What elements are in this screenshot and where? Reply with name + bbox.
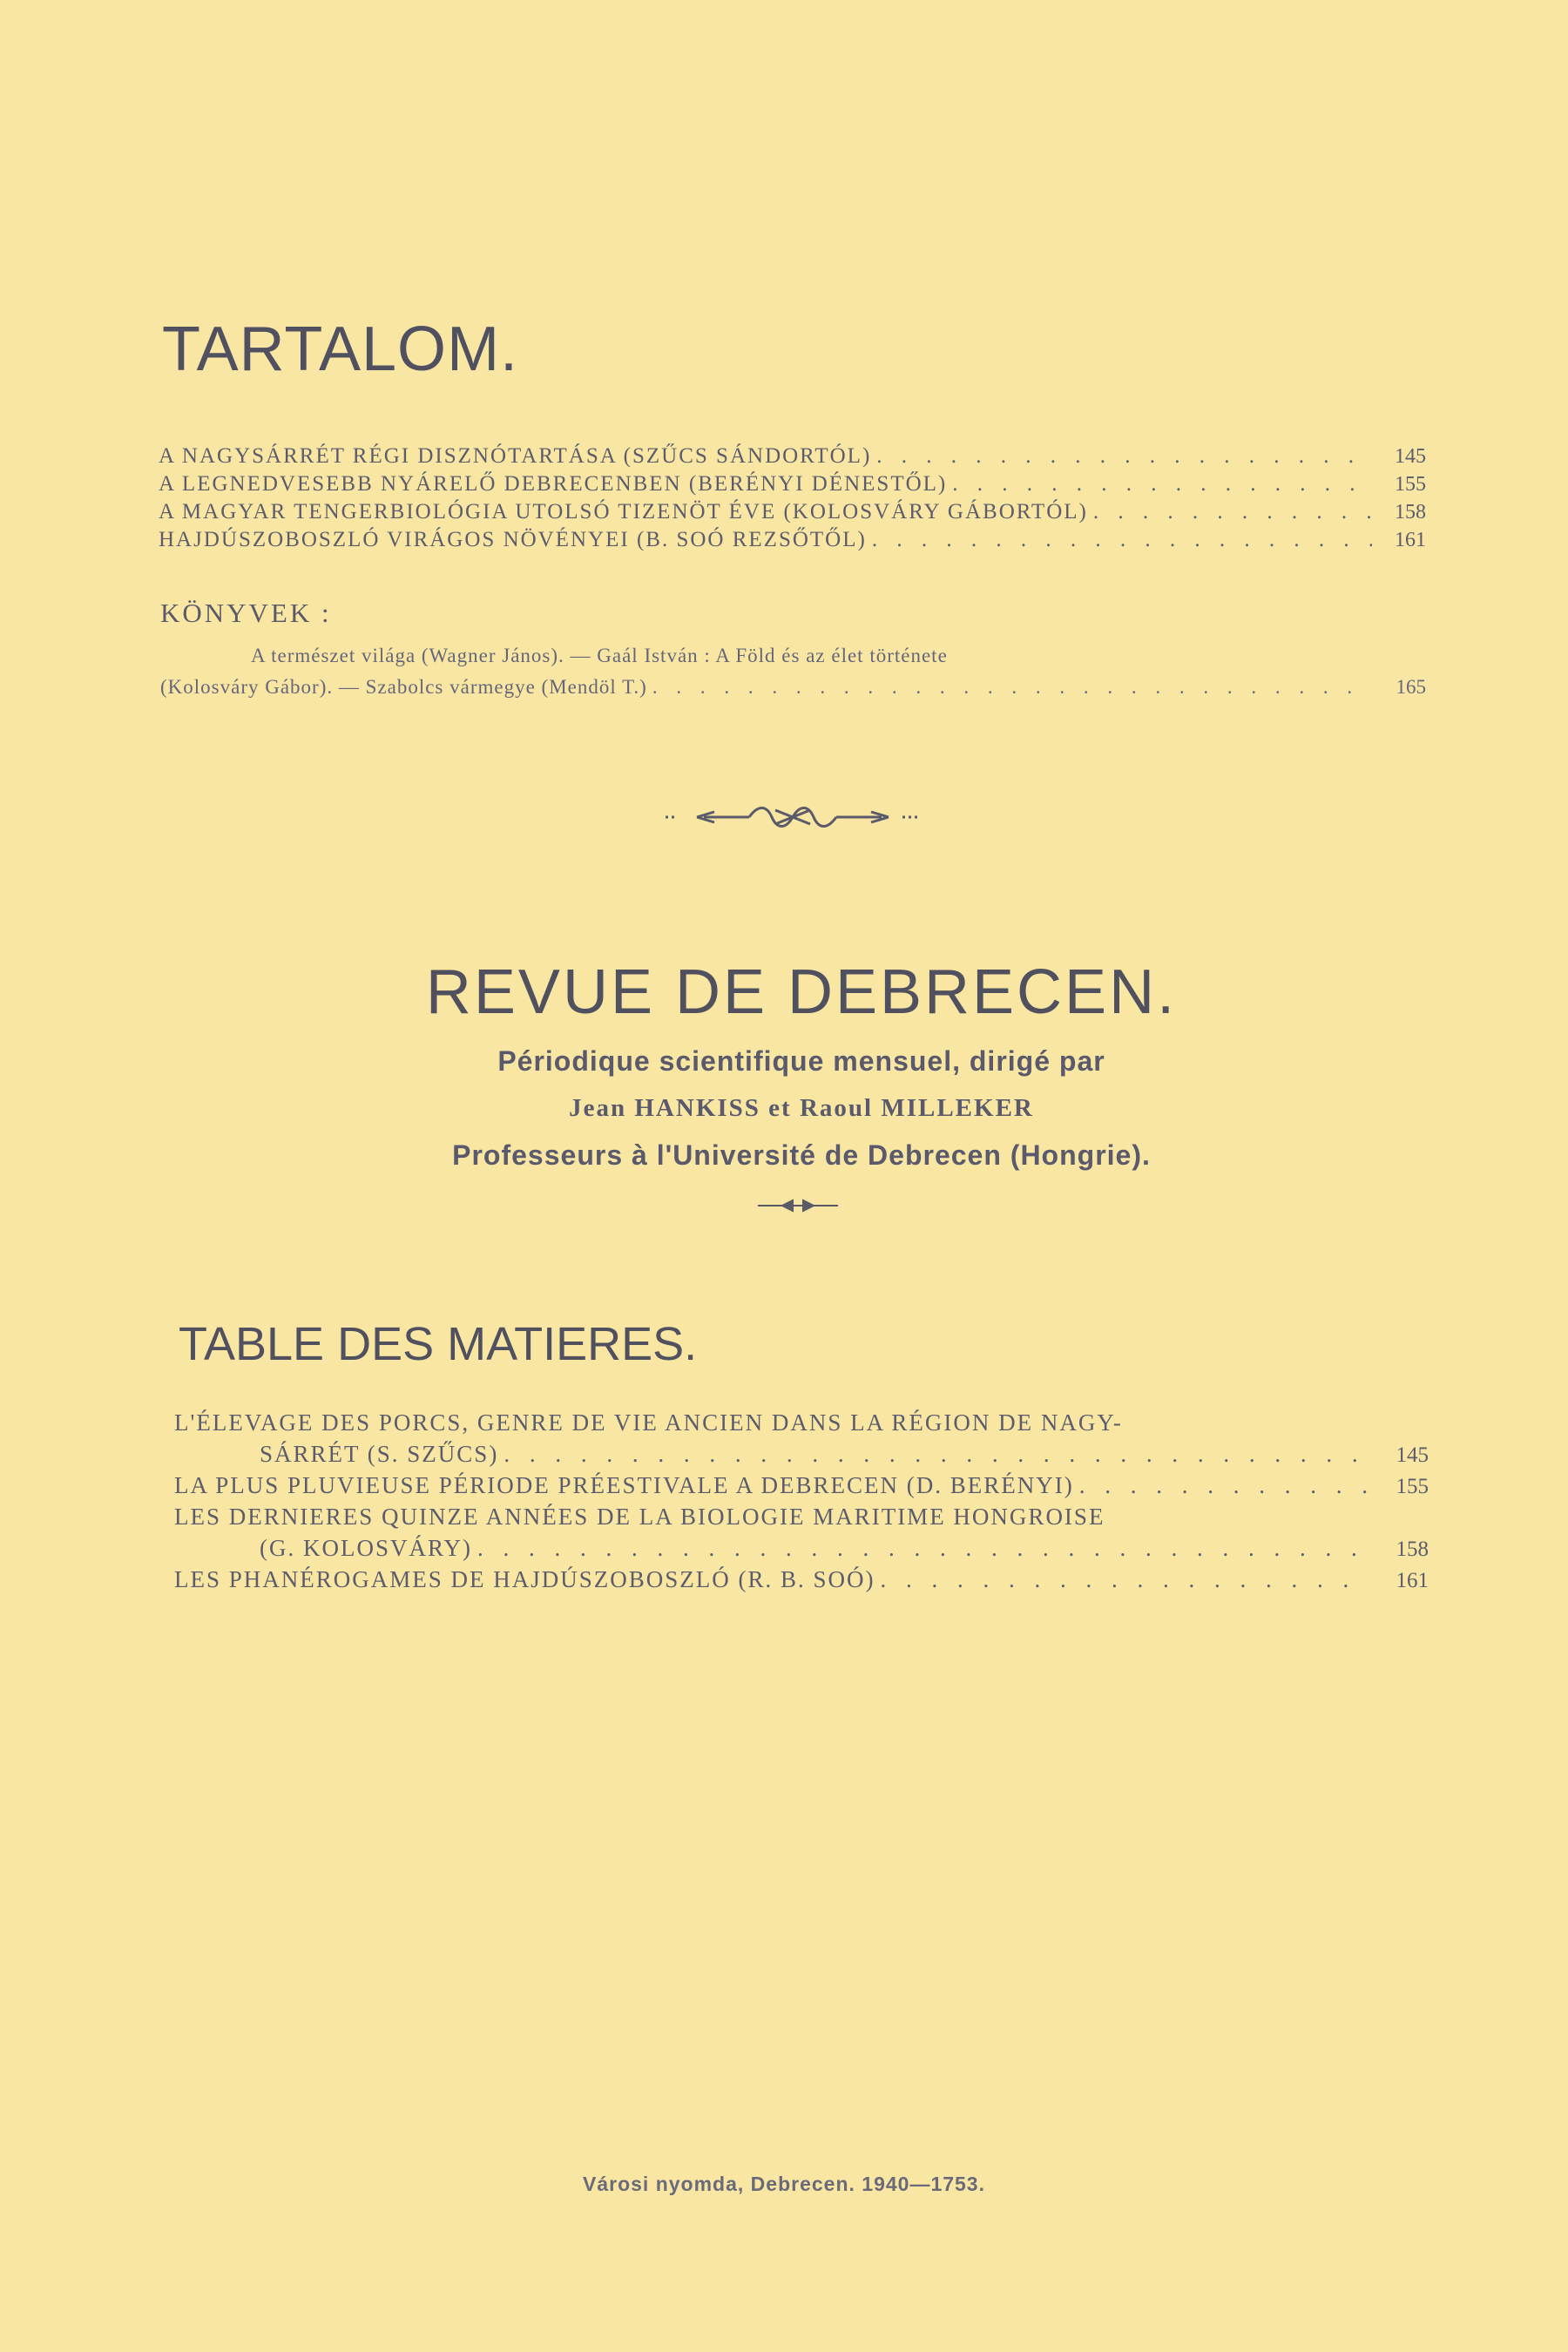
tdm-entry-title: SÁRRÉT (S. SZŰCS) [260,1441,499,1467]
dot-leader [872,528,1372,552]
tdm-entry-page: 161 [1396,1569,1429,1592]
tdm-title: TABLE DES MATIERES. [179,1318,698,1370]
tdm-entry-title: LES DERNIERES QUINZE ANNÉES DE LA BIOLOGIE MARITIME HONGROISE [174,1504,1105,1530]
books-entry-line2-text: (Kolosváry Gábor). — Szabolcs vármegye (Mendöl T.) [160,676,647,698]
toc-entry-title: A NAGYSÁRRÉT RÉGI DISZNÓTARTÁSA (SZŰCS SÁNDORTÓL) [159,444,872,468]
tdm-entry-page: 155 [1396,1475,1429,1498]
toc-entry [159,500,1426,528]
tdm-list [174,1409,1429,1598]
toc-entry-page: 161 [1395,529,1426,551]
toc-entry [159,444,1426,472]
tdm-entry-line [174,1472,1429,1504]
small-ornament-icon [756,1199,840,1213]
revue-affiliation: Professeurs à l'Université de Debrecen (Hongrie). [452,1139,1151,1171]
printer-imprint: Városi nyomda, Debrecen. 1940—1753. [583,2173,985,2195]
dot-leader [876,444,1372,469]
tdm-entry-title: LES PHANÉROGAMES DE HAJDÚSZOBOSZLÓ (R. B. SOÓ) [174,1566,875,1592]
tdm-entry-title: LA PLUS PLUVIEUSE PÉRIODE PRÉESTIVALE A DEBRECEN (D. BERÉNYI) [174,1472,1074,1498]
tdm-entry-title: L'ÉLEVAGE DES PORCS, GENRE DE VIE ANCIEN DANS LA RÉGION DE NAGY- [174,1409,1123,1436]
dot-leader [652,676,1372,699]
books-entry-line1: A természet világa (Wagner János). — Gaál István : A Föld és az élet története [251,645,948,666]
tdm-entry-line [174,1409,1429,1441]
dot-leader [952,472,1372,497]
ornament-divider-icon [662,800,923,835]
revue-editors: Jean HANKISS et Raoul MILLEKER [569,1094,1034,1122]
dot-leader [504,1441,1368,1468]
books-heading: KÖNYVEK : [160,598,332,628]
toc-entry-title: A MAGYAR TENGERBIOLÓGIA UTOLSÓ TIZENÖT ÉVE (KOLOSVÁRY GÁBORTÓL) [159,500,1088,524]
books-entry-page: 165 [1396,676,1426,698]
tdm-entry-line [174,1441,1429,1472]
tdm-entry-line [174,1535,1429,1566]
toc-entry-title: HAJDÚSZOBOSZLÓ VIRÁGOS NÖVÉNYEI (B. SOÓ REZSŐTŐL) [159,528,867,551]
revue-title: REVUE DE DEBRECEN. [425,957,1178,1027]
toc-entry [159,528,1426,556]
books-entry-line2 [160,676,1426,707]
dot-leader [1079,1472,1368,1499]
toc-entry-title: A LEGNEDVESEBB NYÁRELŐ DEBRECENBEN (BERÉNYI DÉNESTŐL) [159,472,948,496]
tdm-entry-title: (G. KOLOSVÁRY) [260,1535,472,1561]
dot-leader [477,1535,1368,1562]
dot-leader [881,1566,1368,1593]
toc-entry-page: 155 [1395,473,1426,496]
toc-entry-page: 145 [1395,445,1426,468]
toc-list [159,444,1426,556]
toc-entry [159,472,1426,500]
revue-subtitle: Périodique scientifique mensuel, dirigé par [497,1045,1105,1077]
toc-entry-page: 158 [1395,501,1426,524]
toc-title: TARTALOM. [162,314,519,384]
dot-leader [1093,500,1372,524]
tdm-entry-page: 145 [1396,1443,1429,1467]
tdm-entry-line [174,1566,1429,1598]
books-entry [160,645,1426,707]
tdm-entry-line [174,1504,1429,1535]
tdm-entry-page: 158 [1396,1538,1429,1561]
